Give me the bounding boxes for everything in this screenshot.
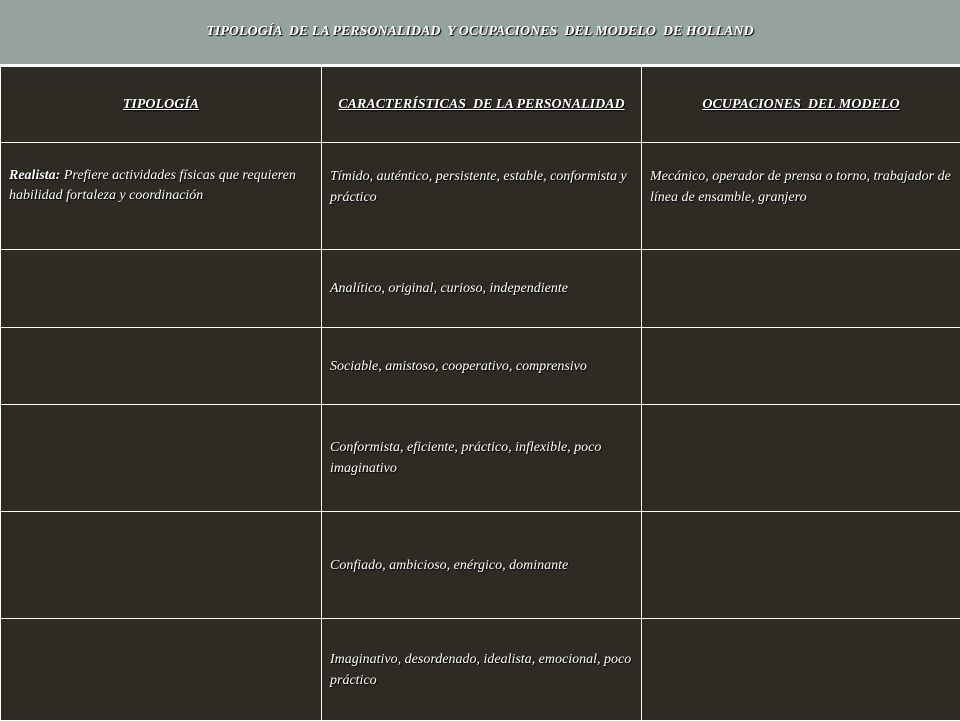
tipologia-label: Realista: bbox=[9, 168, 60, 183]
table-header-row bbox=[1, 67, 960, 143]
table-row bbox=[1, 328, 960, 405]
page-title: TIPOLOGÍA DE LA PERSONALIDAD Y OCUPACIONES DEL MODELO DE HOLLAND bbox=[206, 24, 753, 40]
table-row bbox=[1, 619, 960, 721]
cell-caracteristicas: Sociable, amistoso, cooperativo, comprensivo bbox=[322, 328, 642, 405]
holland-table bbox=[0, 66, 960, 721]
cell-tipologia bbox=[1, 512, 322, 619]
cell-ocupaciones bbox=[642, 619, 960, 721]
table-row bbox=[1, 250, 960, 328]
header-ocupaciones: OCUPACIONES DEL MODELO bbox=[642, 67, 960, 143]
table-row bbox=[1, 143, 960, 250]
cell-ocupaciones bbox=[642, 405, 960, 512]
title-banner bbox=[0, 0, 960, 66]
tipologia-desc: Prefiere actividades físicas que requieren habilidad fortaleza y coordinación bbox=[9, 168, 296, 203]
header-tipologia: TIPOLOGÍA bbox=[1, 67, 322, 143]
cell-tipologia bbox=[1, 619, 322, 721]
cell-caracteristicas: Analítico, original, curioso, independiente bbox=[322, 250, 642, 328]
cell-ocupaciones bbox=[642, 328, 960, 405]
table-row bbox=[1, 405, 960, 512]
cell-caracteristicas: Confiado, ambicioso, enérgico, dominante bbox=[322, 512, 642, 619]
cell-caracteristicas: Imaginativo, desordenado, idealista, emocional, poco práctico bbox=[322, 619, 642, 721]
header-caracteristicas: CARACTERÍSTICAS DE LA PERSONALIDAD bbox=[322, 67, 642, 143]
table-row bbox=[1, 512, 960, 619]
cell-tipologia bbox=[1, 405, 322, 512]
cell-tipologia bbox=[1, 328, 322, 405]
cell-caracteristicas: Tímido, auténtico, persistente, estable, conformista y práctico bbox=[322, 143, 642, 250]
cell-tipologia bbox=[1, 250, 322, 328]
cell-caracteristicas: Conformista, eficiente, práctico, inflexible, poco imaginativo bbox=[322, 405, 642, 512]
cell-ocupaciones bbox=[642, 250, 960, 328]
cell-ocupaciones bbox=[642, 512, 960, 619]
cell-ocupaciones: Mecánico, operador de prensa o torno, trabajador de línea de ensamble, granjero bbox=[642, 143, 960, 250]
cell-tipologia bbox=[1, 143, 322, 250]
